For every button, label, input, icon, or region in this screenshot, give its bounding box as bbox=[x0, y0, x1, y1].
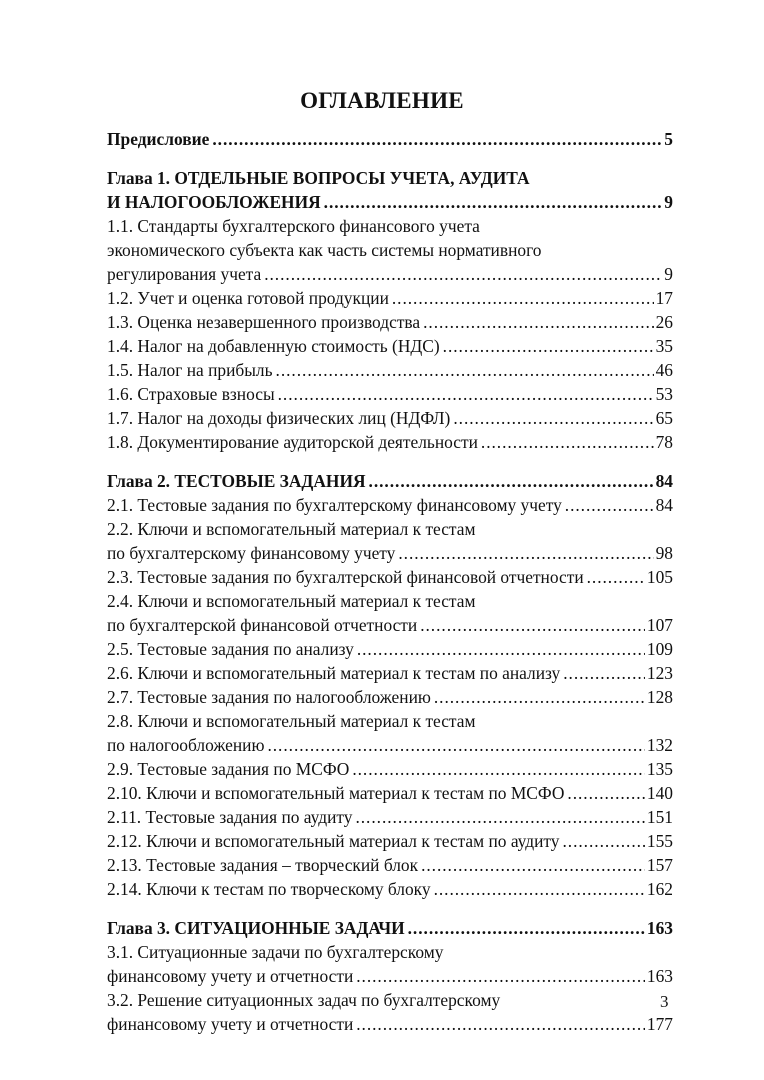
toc-line bbox=[107, 406, 673, 430]
toc-section-entry[interactable] bbox=[107, 829, 673, 853]
toc-line bbox=[107, 805, 673, 829]
table-of-contents bbox=[107, 127, 673, 1036]
toc-entry-title: 1.1. Стандарты бухгалтерского финансового учета bbox=[107, 216, 480, 236]
toc-section-entry[interactable] bbox=[107, 214, 673, 286]
toc-page-number: 26 bbox=[655, 312, 673, 332]
toc-entry-title: 2.13. Тестовые задания – творческий блок bbox=[107, 855, 419, 875]
toc-entry-title: 2.5. Тестовые задания по анализу bbox=[107, 639, 354, 659]
toc-line bbox=[107, 382, 673, 406]
toc-entry-title: Глава 3. СИТУАЦИОННЫЕ ЗАДАЧИ bbox=[107, 918, 405, 938]
toc-line bbox=[107, 517, 673, 541]
toc-page-number: 163 bbox=[646, 966, 673, 986]
toc-section-entry[interactable] bbox=[107, 406, 673, 430]
toc-line bbox=[107, 565, 673, 589]
dot-leader bbox=[564, 781, 644, 805]
toc-section-entry[interactable] bbox=[107, 781, 673, 805]
toc-page-number: 177 bbox=[646, 1014, 673, 1034]
toc-entry-title: 1.2. Учет и оценка готовой продукции bbox=[107, 288, 389, 308]
page-number: 3 bbox=[660, 992, 669, 1011]
toc-page-number: 35 bbox=[655, 336, 673, 356]
toc-page-number: 46 bbox=[655, 360, 673, 380]
toc-section-entry[interactable] bbox=[107, 877, 673, 901]
dot-leader bbox=[353, 964, 645, 988]
dot-leader bbox=[395, 541, 653, 565]
toc-line bbox=[107, 541, 673, 565]
toc-section-entry[interactable] bbox=[107, 517, 673, 565]
toc-page-number: 107 bbox=[646, 615, 673, 635]
toc-line bbox=[107, 613, 673, 637]
toc-section-entry[interactable] bbox=[107, 637, 673, 661]
toc-page-number: 132 bbox=[646, 735, 673, 755]
toc-line bbox=[107, 781, 673, 805]
toc-line bbox=[107, 733, 673, 757]
toc-chapter-entry[interactable] bbox=[107, 166, 673, 214]
toc-entry-title: экономического субъекта как часть системы нормативного bbox=[107, 240, 542, 260]
toc-line bbox=[107, 829, 673, 853]
dot-leader bbox=[560, 661, 645, 685]
toc-chapter-entry[interactable] bbox=[107, 469, 673, 493]
toc-page-number: 78 bbox=[655, 432, 673, 452]
toc-line bbox=[107, 214, 673, 238]
toc-entry-title: по налогообложению bbox=[107, 735, 265, 755]
toc-section-entry[interactable] bbox=[107, 358, 673, 382]
toc-page-number: 157 bbox=[646, 855, 673, 875]
toc-entry-title: финансовому учету и отчетности bbox=[107, 1014, 354, 1034]
toc-line bbox=[107, 310, 673, 334]
toc-entry-title: по бухгалтерской финансовой отчетности bbox=[107, 615, 418, 635]
toc-line bbox=[107, 589, 673, 613]
toc-entry-title: 2.3. Тестовые задания по бухгалтерской финансовой отчетности bbox=[107, 567, 584, 587]
dot-leader bbox=[560, 829, 645, 853]
toc-entry-title: 3.2. Решение ситуационных задач по бухгалтерскому bbox=[107, 990, 501, 1010]
toc-entry-title: по бухгалтерскому финансовому учету bbox=[107, 543, 396, 563]
toc-line bbox=[107, 166, 673, 190]
toc-line bbox=[107, 286, 673, 310]
toc-page-number: 128 bbox=[646, 687, 673, 707]
toc-entry-title: 1.3. Оценка незавершенного производства bbox=[107, 312, 421, 332]
toc-section-entry[interactable] bbox=[107, 757, 673, 781]
toc-entry-title: регулирования учета bbox=[107, 264, 262, 284]
toc-page-number: 84 bbox=[655, 471, 673, 491]
dot-leader bbox=[321, 190, 663, 214]
toc-line bbox=[107, 127, 673, 151]
toc-page-number: 9 bbox=[664, 264, 673, 284]
toc-page-number: 17 bbox=[655, 288, 673, 308]
toc-entry-title: 1.6. Страховые взносы bbox=[107, 384, 275, 404]
toc-section-entry[interactable] bbox=[107, 310, 673, 334]
toc-page-number: 109 bbox=[646, 639, 673, 659]
toc-page-number: 123 bbox=[646, 663, 673, 683]
dot-leader bbox=[431, 685, 645, 709]
toc-line bbox=[107, 469, 673, 493]
toc-section-entry[interactable] bbox=[107, 493, 673, 517]
dot-leader bbox=[273, 358, 654, 382]
toc-line bbox=[107, 853, 673, 877]
toc-page-number: 151 bbox=[646, 807, 673, 827]
toc-page-number: 5 bbox=[664, 129, 673, 149]
dot-leader bbox=[440, 334, 654, 358]
dot-leader bbox=[354, 637, 645, 661]
toc-section-entry[interactable] bbox=[107, 805, 673, 829]
dot-leader bbox=[418, 853, 645, 877]
dot-leader bbox=[450, 406, 653, 430]
toc-entry-title: 1.4. Налог на добавленную стоимость (НДС) bbox=[107, 336, 440, 356]
toc-entry-title: 2.6. Ключи и вспомогательный материал к тестам по анализу bbox=[107, 663, 561, 683]
toc-line bbox=[107, 964, 673, 988]
toc-line bbox=[107, 685, 673, 709]
toc-section-entry[interactable] bbox=[107, 565, 673, 589]
toc-page-number: 53 bbox=[655, 384, 673, 404]
dot-leader bbox=[420, 310, 653, 334]
toc-line bbox=[107, 709, 673, 733]
toc-entry-title: 3.1. Ситуационные задачи по бухгалтерскому bbox=[107, 942, 444, 962]
toc-line bbox=[107, 661, 673, 685]
toc-section-entry[interactable] bbox=[107, 988, 673, 1036]
dot-leader bbox=[405, 916, 645, 940]
toc-entry-title: 2.7. Тестовые задания по налогообложению bbox=[107, 687, 431, 707]
dot-leader bbox=[353, 1012, 645, 1036]
dot-leader bbox=[478, 430, 654, 454]
page-title: ОГЛАВЛЕНИЕ bbox=[300, 88, 464, 113]
dot-leader bbox=[261, 262, 662, 286]
toc-section-entry[interactable] bbox=[107, 589, 673, 637]
dot-leader bbox=[389, 286, 654, 310]
toc-line bbox=[107, 916, 673, 940]
toc-page-number: 9 bbox=[664, 192, 673, 212]
toc-entry-title: 2.1. Тестовые задания по бухгалтерскому финансовому учету bbox=[107, 495, 562, 515]
toc-entry-title: И НАЛОГООБЛОЖЕНИЯ bbox=[107, 192, 321, 212]
toc-page-number: 155 bbox=[646, 831, 673, 851]
dot-leader bbox=[562, 493, 654, 517]
toc-page-number: 162 bbox=[646, 879, 673, 899]
toc-entry-title: 1.8. Документирование аудиторской деятельности bbox=[107, 432, 478, 452]
toc-chapter-entry[interactable] bbox=[107, 127, 673, 151]
toc-entry-title: 2.10. Ключи и вспомогательный материал к тестам по МСФО bbox=[107, 783, 565, 803]
toc-entry-title: 2.8. Ключи и вспомогательный материал к тестам bbox=[107, 711, 476, 731]
toc-section-entry[interactable] bbox=[107, 940, 673, 988]
toc-page-number: 135 bbox=[646, 759, 673, 779]
toc-entry-title: 1.5. Налог на прибыль bbox=[107, 360, 273, 380]
toc-chapter-entry[interactable] bbox=[107, 916, 673, 940]
toc-entry-title: 2.14. Ключи к тестам по творческому блоку bbox=[107, 879, 431, 899]
toc-section-entry[interactable] bbox=[107, 430, 673, 454]
toc-section-entry[interactable] bbox=[107, 334, 673, 358]
toc-entry-title: 2.4. Ключи и вспомогательный материал к тестам bbox=[107, 591, 476, 611]
toc-entry-title: Предисловие bbox=[107, 129, 210, 149]
dot-leader bbox=[431, 877, 645, 901]
toc-line bbox=[107, 877, 673, 901]
toc-entry-title: Глава 1. ОТДЕЛЬНЫЕ ВОПРОСЫ УЧЕТА, АУДИТА bbox=[107, 168, 530, 188]
toc-line bbox=[107, 358, 673, 382]
toc-page-number: 105 bbox=[646, 567, 673, 587]
toc-line bbox=[107, 430, 673, 454]
toc-line bbox=[107, 988, 673, 1012]
toc-page-number: 163 bbox=[646, 918, 673, 938]
toc-line bbox=[107, 238, 673, 262]
toc-section-entry[interactable] bbox=[107, 685, 673, 709]
dot-leader bbox=[584, 565, 645, 589]
toc-line bbox=[107, 334, 673, 358]
dot-leader bbox=[264, 733, 644, 757]
toc-line bbox=[107, 757, 673, 781]
toc-page-number: 65 bbox=[655, 408, 673, 428]
dot-leader bbox=[366, 469, 654, 493]
toc-section-entry[interactable] bbox=[107, 286, 673, 310]
dot-leader bbox=[209, 127, 662, 151]
toc-page-number: 140 bbox=[646, 783, 673, 803]
toc-section-entry[interactable] bbox=[107, 382, 673, 406]
dot-leader bbox=[352, 805, 644, 829]
toc-entry-title: финансовому учету и отчетности bbox=[107, 966, 354, 986]
toc-line bbox=[107, 940, 673, 964]
dot-leader bbox=[417, 613, 645, 637]
toc-page-number: 84 bbox=[655, 495, 673, 515]
toc-line bbox=[107, 1012, 673, 1036]
dot-leader bbox=[349, 757, 645, 781]
toc-section-entry[interactable] bbox=[107, 853, 673, 877]
toc-entry-title: 2.12. Ключи и вспомогательный материал к тестам по аудиту bbox=[107, 831, 560, 851]
toc-line bbox=[107, 262, 673, 286]
toc-section-entry[interactable] bbox=[107, 709, 673, 757]
toc-line bbox=[107, 493, 673, 517]
toc-page-number: 98 bbox=[655, 543, 673, 563]
toc-section-entry[interactable] bbox=[107, 661, 673, 685]
toc-entry-title: Глава 2. ТЕСТОВЫЕ ЗАДАНИЯ bbox=[107, 471, 366, 491]
dot-leader bbox=[275, 382, 654, 406]
toc-entry-title: 2.11. Тестовые задания по аудиту bbox=[107, 807, 353, 827]
toc-entry-title: 2.9. Тестовые задания по МСФО bbox=[107, 759, 350, 779]
toc-entry-title: 1.7. Налог на доходы физических лиц (НДФЛ) bbox=[107, 408, 451, 428]
toc-entry-title: 2.2. Ключи и вспомогательный материал к тестам bbox=[107, 519, 476, 539]
toc-line bbox=[107, 637, 673, 661]
toc-line bbox=[107, 190, 673, 214]
